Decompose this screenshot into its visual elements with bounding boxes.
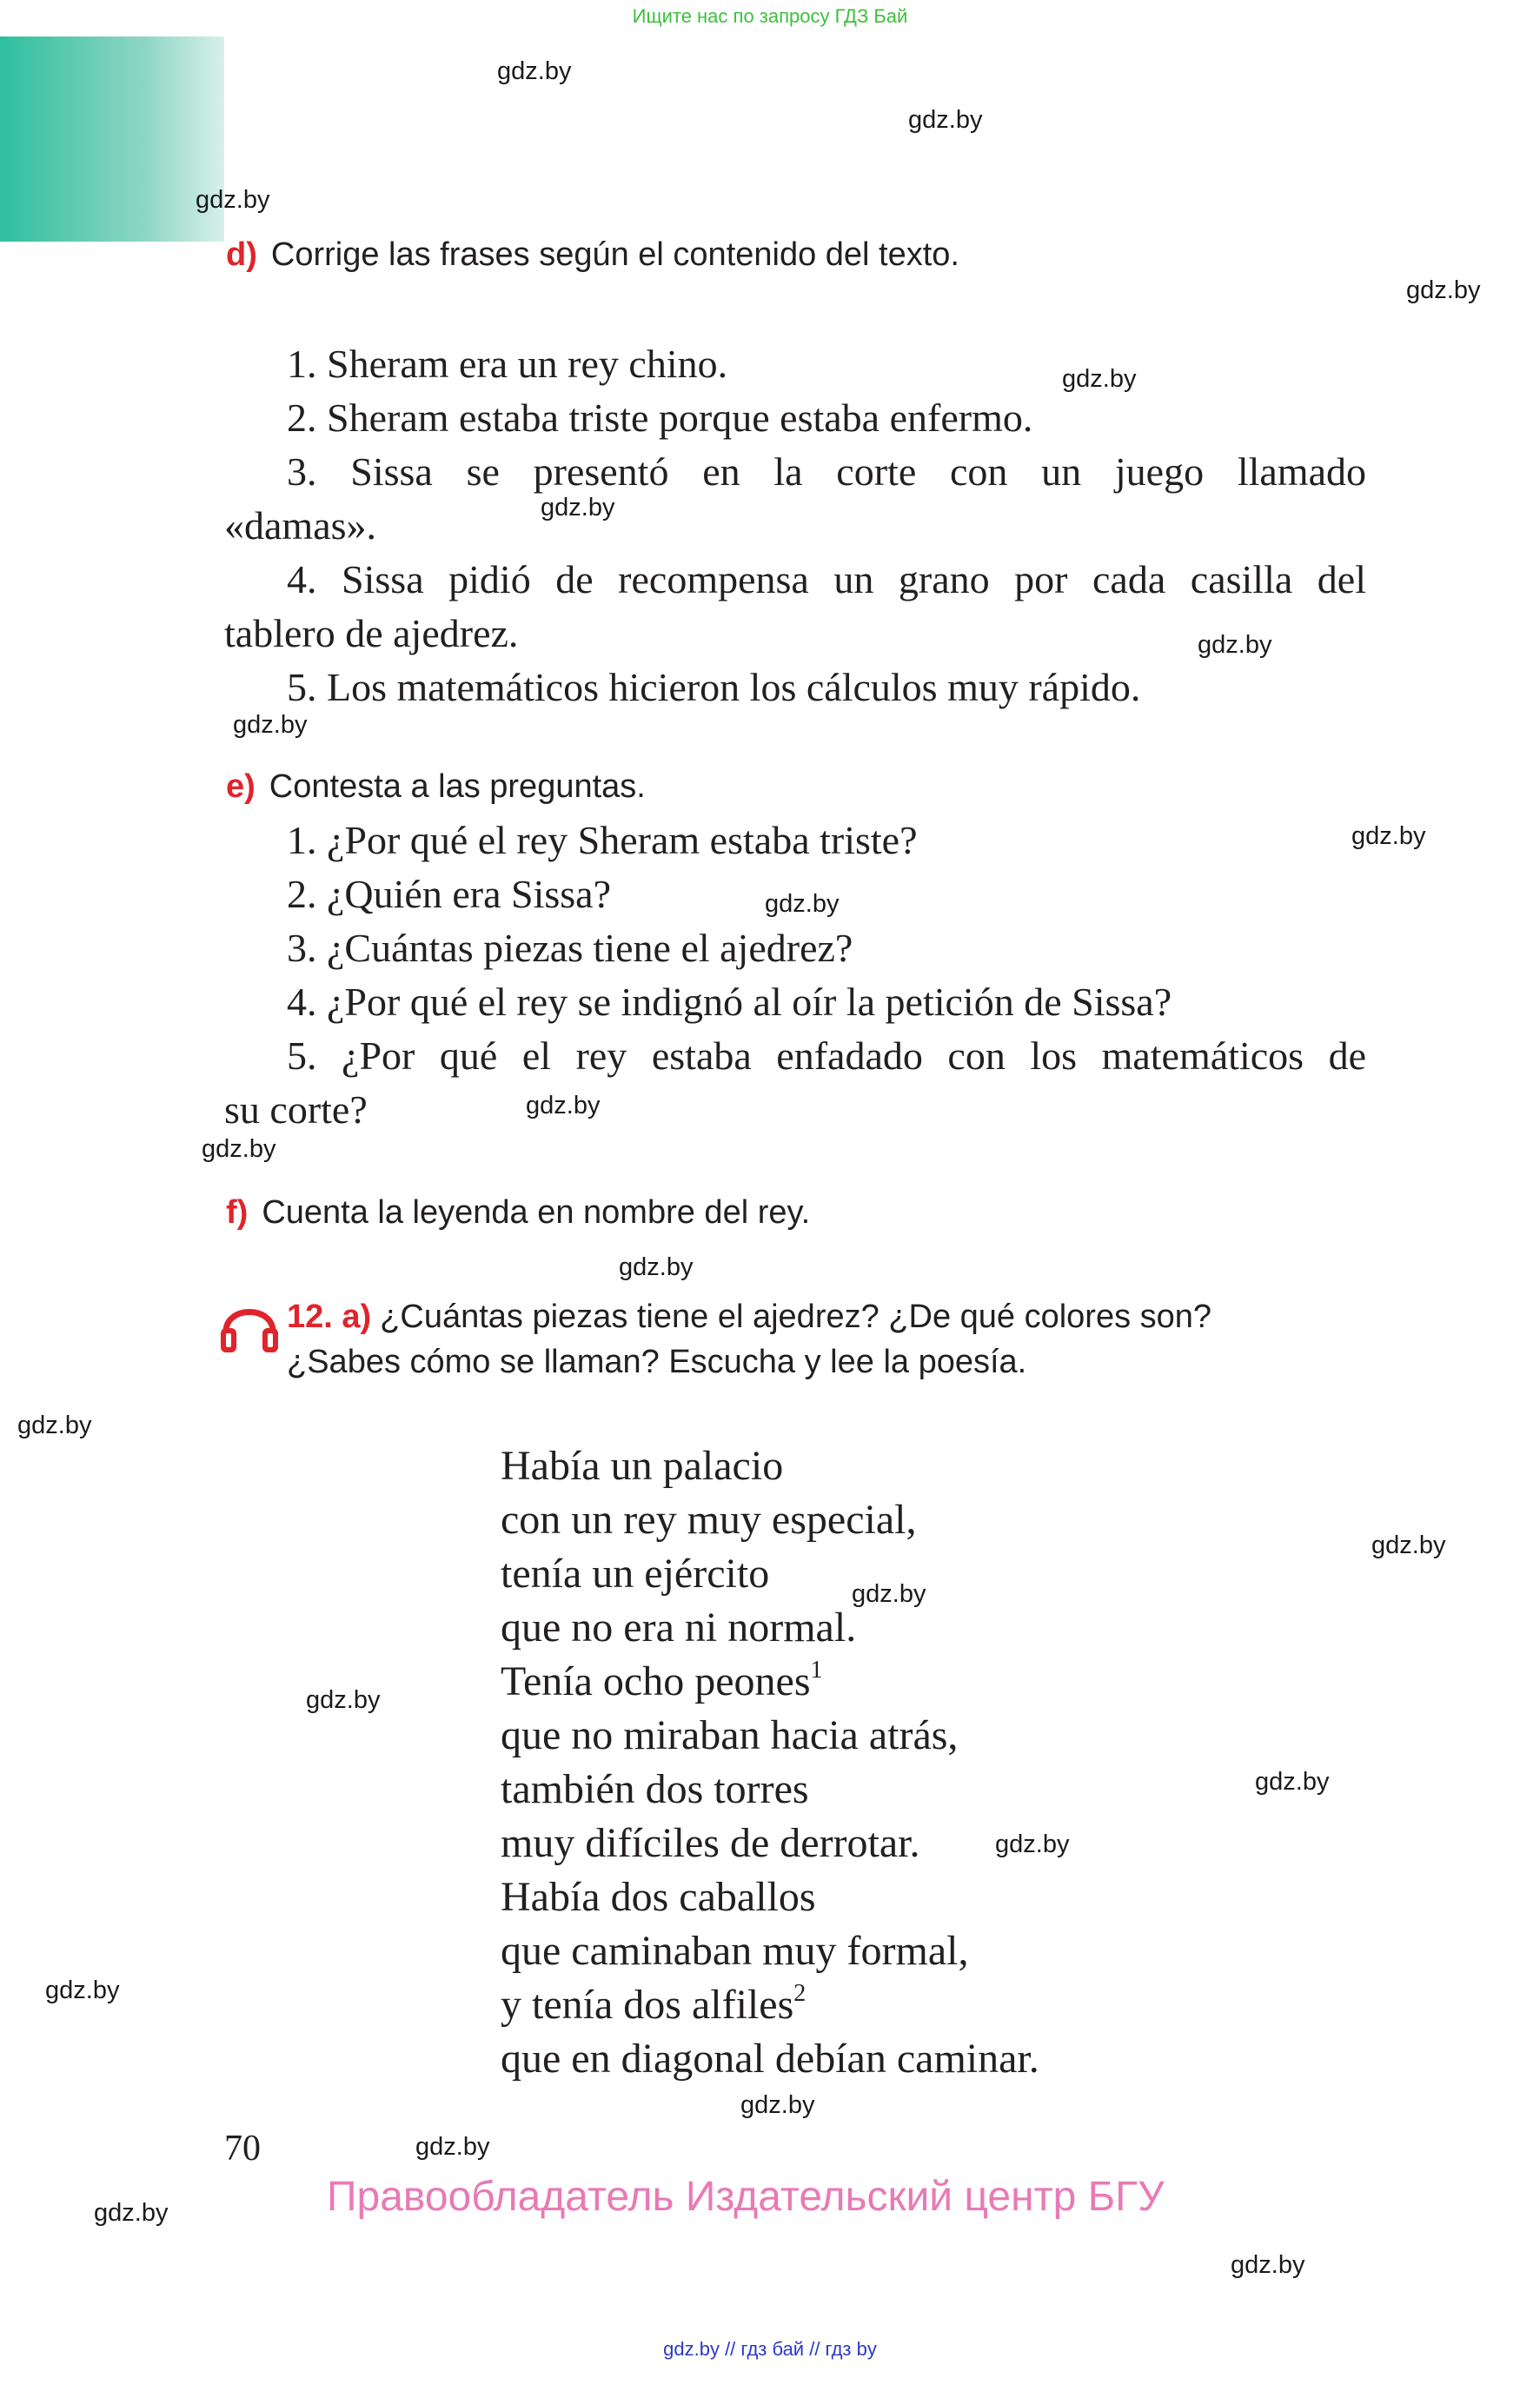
task-e-item-4: 4. ¿Por qué el rey se indignó al oír la petición de Sissa? <box>287 980 1172 1024</box>
poem-line: con un rey muy especial, <box>501 1497 917 1543</box>
poem-line: Había un palacio <box>501 1443 784 1489</box>
poem-line-text: Tenía ocho peones <box>501 1658 811 1704</box>
footnote-marker: 1 <box>810 1657 823 1684</box>
watermark: gdz.by <box>541 494 615 522</box>
task-12-line-2: ¿Sabes cómo se llaman? Escucha y lee la poesía. <box>287 1344 1027 1380</box>
watermark: gdz.by <box>306 1686 381 1714</box>
poem-line: que en diagonal debían caminar. <box>501 2036 1039 2082</box>
footer-links[interactable]: gdz.by // гдз бай // гдз by <box>663 2338 877 2360</box>
task-d-item-4: 4. Sissa pidió de recompensa un grano por cada casilla del <box>287 557 1366 601</box>
poem-line-with-footnote <box>501 1655 1039 1709</box>
poem-line: también dos torres <box>501 1766 809 1812</box>
poem <box>501 1439 1039 2086</box>
poem-line: muy difíciles de derrotar. <box>501 1820 920 1866</box>
watermark: gdz.by <box>1351 822 1426 850</box>
footnote-marker: 2 <box>793 1980 807 2007</box>
task-e-item-3: 3. ¿Cuántas piezas tiene el ajedrez? <box>287 926 853 970</box>
watermark: gdz.by <box>45 1976 120 2004</box>
task-d-item-4-cont: tablero de ajedrez. <box>224 611 519 655</box>
watermark: gdz.by <box>233 711 308 739</box>
task-12-number: 12. a) <box>287 1299 372 1335</box>
task-e-item-5: 5. ¿Por qué el rey estaba enfadado con los matemáticos de <box>287 1033 1366 1078</box>
task-f-heading <box>226 1194 810 1232</box>
task-f-instruction: Cuenta la leyenda en nombre del rey. <box>262 1194 811 1231</box>
task-e-instruction: Contesta a las preguntas. <box>269 768 646 805</box>
top-banner[interactable]: Ищите нас по запросу ГДЗ Бай <box>632 5 908 27</box>
watermark: gdz.by <box>1406 276 1481 304</box>
task-12-line-1 <box>287 1299 1211 1336</box>
headphones-icon[interactable] <box>217 1293 282 1356</box>
watermark: gdz.by <box>17 1412 92 1439</box>
task-e-item-2: 2. ¿Quién era Sissa? <box>287 872 611 916</box>
task-e-heading <box>226 768 646 806</box>
watermark: gdz.by <box>1371 1531 1446 1559</box>
watermark: gdz.by <box>995 1830 1070 1858</box>
watermark: gdz.by <box>94 2199 169 2227</box>
task-e-letter: e) <box>226 768 256 805</box>
task-e-item-1: 1. ¿Por qué el rey Sheram estaba triste? <box>287 818 918 862</box>
poem-line: que caminaban muy formal, <box>501 1928 969 1974</box>
corner-decoration <box>0 37 224 242</box>
task-d-item-3: 3. Sissa se presentó en la corte con un juego llamado <box>287 449 1366 494</box>
task-d-item-5: 5. Los matemáticos hicieron los cálculos muy rápido. <box>287 665 1141 709</box>
task-d-letter: d) <box>226 236 257 273</box>
watermark: gdz.by <box>740 2091 815 2119</box>
watermark: gdz.by <box>852 1580 926 1608</box>
page-number: 70 <box>224 2129 261 2169</box>
watermark: gdz.by <box>1198 631 1272 659</box>
task-d-item-1: 1. Sheram era un rey chino. <box>287 342 728 386</box>
watermark: gdz.by <box>1231 2251 1305 2279</box>
task-d-instruction: Corrige las frases según el contenido del texto. <box>270 236 959 273</box>
task-d-item-2: 2. Sheram estaba triste porque estaba enfermo. <box>287 395 1033 440</box>
watermark: gdz.by <box>908 106 983 134</box>
watermark: gdz.by <box>1255 1768 1330 1796</box>
task-f-letter: f) <box>226 1194 249 1231</box>
rights-holder: Правообладатель Издательский центр БГУ <box>327 2174 1165 2220</box>
watermark: gdz.by <box>196 186 270 214</box>
poem-line: Había dos caballos <box>501 1874 816 1920</box>
poem-line-text: y tenía dos alfiles <box>501 1982 794 2028</box>
task-d-item-3-cont: «damas». <box>224 503 377 548</box>
watermark: gdz.by <box>202 1135 276 1163</box>
poem-line: que no era ni normal. <box>501 1604 857 1651</box>
task-d-heading <box>226 236 959 274</box>
watermark: gdz.by <box>765 890 840 918</box>
watermark: gdz.by <box>497 57 572 85</box>
watermark: gdz.by <box>526 1092 601 1119</box>
task-12-question-1: ¿Cuántas piezas tiene el ajedrez? ¿De qué colores son? <box>380 1299 1212 1335</box>
watermark: gdz.by <box>619 1253 694 1281</box>
watermark: gdz.by <box>1062 365 1137 393</box>
poem-line: tenía un ejército <box>501 1551 770 1597</box>
poem-line-with-footnote <box>501 1978 1039 2032</box>
task-e-item-5-cont: su corte? <box>224 1087 368 1132</box>
poem-line: que no miraban hacia atrás, <box>501 1712 959 1758</box>
watermark: gdz.by <box>415 2133 490 2161</box>
